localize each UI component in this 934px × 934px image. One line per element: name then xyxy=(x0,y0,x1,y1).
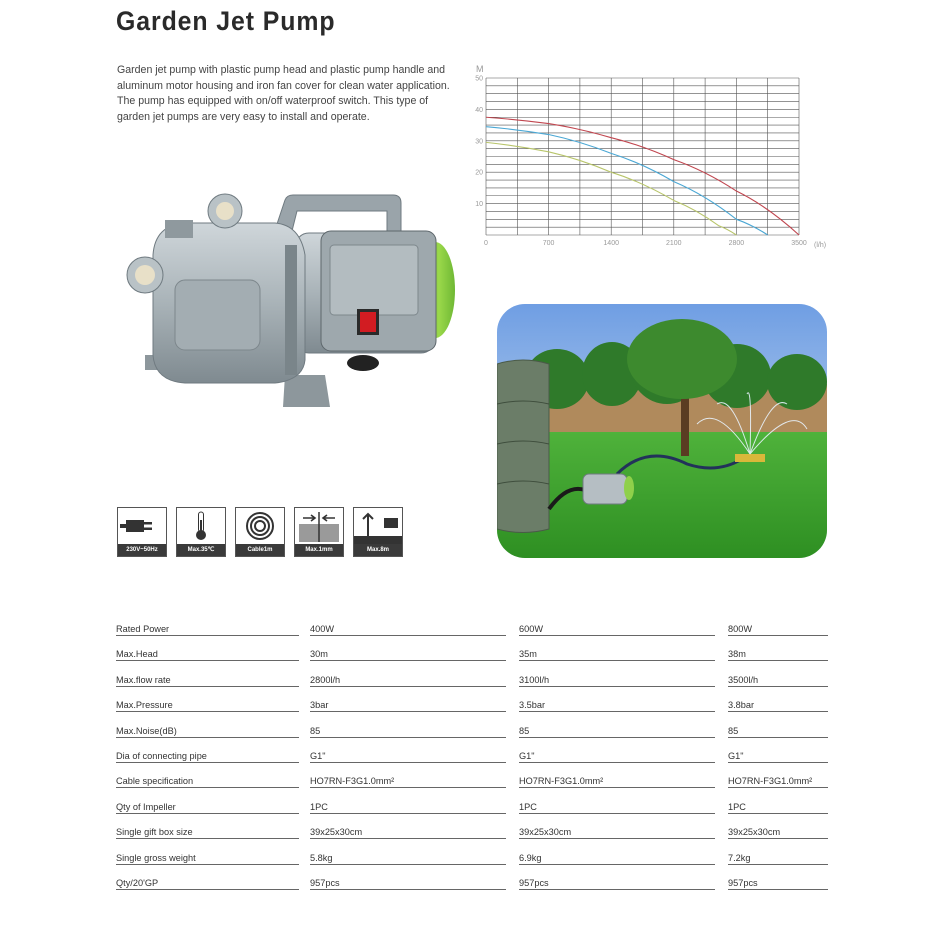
row-divider xyxy=(728,762,828,763)
row-divider xyxy=(116,787,299,788)
row-divider xyxy=(116,864,299,865)
table-row xyxy=(116,849,828,874)
particle-size-icon xyxy=(294,507,344,557)
spec-value: 3.8bar xyxy=(728,700,755,711)
x-tick-label: 700 xyxy=(542,240,555,247)
table-row xyxy=(116,823,828,848)
row-divider xyxy=(116,711,299,712)
spec-value: 85 xyxy=(728,725,739,736)
spec-value: G1" xyxy=(310,750,326,761)
row-divider xyxy=(310,787,506,788)
spec-label: Max.flow rate xyxy=(116,674,171,685)
icon-caption: Max.8m xyxy=(354,544,402,556)
spec-label: Single gross weight xyxy=(116,852,196,863)
x-tick-label: 1400 xyxy=(603,240,619,247)
row-divider xyxy=(519,838,715,839)
spec-value: 957pcs xyxy=(310,877,340,888)
spec-value: HO7RN-F3G1.0mm² xyxy=(728,776,813,787)
row-divider xyxy=(519,787,715,788)
row-divider xyxy=(310,864,506,865)
spec-label: Rated Power xyxy=(116,624,170,634)
spec-value: 38m xyxy=(728,649,746,660)
row-divider xyxy=(519,737,715,738)
spec-value: 85 xyxy=(519,725,530,736)
table-row xyxy=(116,645,828,670)
row-divider xyxy=(116,737,299,738)
spec-value: 3bar xyxy=(310,700,329,711)
spec-value: 957pcs xyxy=(519,877,549,888)
icon-caption: Cable1m xyxy=(236,544,284,556)
row-divider xyxy=(116,686,299,687)
row-divider xyxy=(519,711,715,712)
table-row xyxy=(116,772,828,797)
row-divider xyxy=(728,864,828,865)
spec-value: 39x25x30cm xyxy=(728,827,781,838)
spec-value: 30m xyxy=(310,649,328,660)
cable-coil-icon xyxy=(235,507,285,557)
row-divider xyxy=(310,660,506,661)
row-divider xyxy=(116,813,299,814)
table-row xyxy=(116,620,828,645)
table-row xyxy=(116,798,828,823)
row-divider xyxy=(519,686,715,687)
row-divider xyxy=(728,889,828,890)
row-divider xyxy=(310,686,506,687)
spec-value: HO7RN-F3G1.0mm² xyxy=(310,776,395,787)
row-divider xyxy=(116,762,299,763)
spec-value: 7.2kg xyxy=(728,852,751,863)
row-divider xyxy=(728,838,828,839)
spec-value: 800W xyxy=(728,624,753,634)
table-row xyxy=(116,696,828,721)
spec-value: 3500l/h xyxy=(728,674,759,685)
row-divider xyxy=(519,889,715,890)
spec-value: 957pcs xyxy=(728,877,758,888)
spec-value: 5.8kg xyxy=(310,852,333,863)
table-row xyxy=(116,722,828,747)
table-row xyxy=(116,747,828,772)
performance-curve-chart xyxy=(466,60,836,260)
chart-grid xyxy=(486,78,799,235)
table-row xyxy=(116,671,828,696)
x-tick-label: 2800 xyxy=(728,240,745,247)
spec-value: 6.9kg xyxy=(519,852,542,863)
row-divider xyxy=(310,737,506,738)
x-tick-label: 2100 xyxy=(666,240,682,247)
spec-label: Dia of connecting pipe xyxy=(116,750,207,761)
y-tick-label: 30 xyxy=(475,138,483,146)
row-divider xyxy=(728,635,828,636)
row-divider xyxy=(728,660,828,661)
row-divider xyxy=(116,635,299,636)
y-tick-label: 20 xyxy=(475,169,483,177)
page-title: Garden Jet Pump xyxy=(116,6,336,36)
spec-value: 3100l/h xyxy=(519,674,550,685)
row-divider xyxy=(519,864,715,865)
icon-caption: Max.1mm xyxy=(295,544,343,556)
pump-product-image xyxy=(125,185,460,410)
row-divider xyxy=(310,838,506,839)
spec-value: 600W xyxy=(519,624,544,634)
row-divider xyxy=(116,660,299,661)
x-tick-label: 3500 xyxy=(791,240,807,247)
series-line-1 xyxy=(486,127,768,235)
chart-ticks xyxy=(475,76,807,248)
y-tick-label: 40 xyxy=(475,106,483,114)
spec-value: 400W xyxy=(310,624,335,634)
spec-value: 1PC xyxy=(519,801,537,812)
spec-label: Single gift box size xyxy=(116,827,193,838)
thermometer-icon xyxy=(176,507,226,557)
spec-label: Max.Pressure xyxy=(116,700,173,711)
spec-value: 39x25x30cm xyxy=(310,827,363,838)
y-tick-label: 10 xyxy=(475,201,483,209)
row-divider xyxy=(519,635,715,636)
row-divider xyxy=(519,813,715,814)
chart-y-axis-label: M xyxy=(476,64,484,74)
row-divider xyxy=(310,711,506,712)
spec-label: Max.Head xyxy=(116,649,158,660)
row-divider xyxy=(310,889,506,890)
spec-value: 1PC xyxy=(310,801,328,812)
spec-value: 85 xyxy=(310,725,321,736)
icon-caption: Max.35℃ xyxy=(177,544,225,556)
spec-value: 3.5bar xyxy=(519,700,546,711)
x-tick-label: 0 xyxy=(484,240,488,247)
row-divider xyxy=(728,813,828,814)
row-divider xyxy=(116,838,299,839)
chart-x-axis-label: (l/h) xyxy=(814,242,827,249)
product-description: Garden jet pump with plastic pump head and plastic pump handle and aluminum motor housing and iron fan cover for clean water application. The pump has equipped with on/off waterproof switch. This type of garden jet pumps are very easy to install and operate. xyxy=(117,64,450,123)
row-divider xyxy=(728,737,828,738)
row-divider xyxy=(310,762,506,763)
icon-caption: 230V~50Hz xyxy=(118,544,166,556)
y-tick-label: 50 xyxy=(475,75,483,83)
row-divider xyxy=(310,635,506,636)
spec-label: Cable specification xyxy=(116,776,194,787)
spec-label: Max.Noise(dB) xyxy=(116,725,177,736)
row-divider xyxy=(728,711,828,712)
table-row xyxy=(116,874,828,899)
spec-value: G1" xyxy=(728,750,744,761)
spec-label: Qty/20'GP xyxy=(116,877,159,888)
row-divider xyxy=(728,686,828,687)
garden-installation-scene xyxy=(497,304,827,558)
spec-label: Qty of Impeller xyxy=(116,801,176,812)
spec-value: G1" xyxy=(519,750,535,761)
spec-value: 2800l/h xyxy=(310,674,341,685)
row-divider xyxy=(310,813,506,814)
specification-table xyxy=(116,620,828,899)
row-divider xyxy=(728,787,828,788)
row-divider xyxy=(519,762,715,763)
row-divider xyxy=(116,889,299,890)
spec-value: 1PC xyxy=(728,801,746,812)
spec-value: 39x25x30cm xyxy=(519,827,572,838)
suction-depth-icon xyxy=(353,507,403,557)
spec-value: 35m xyxy=(519,649,537,660)
row-divider xyxy=(519,660,715,661)
spec-value: HO7RN-F3G1.0mm² xyxy=(519,776,604,787)
plug-icon xyxy=(117,507,167,557)
